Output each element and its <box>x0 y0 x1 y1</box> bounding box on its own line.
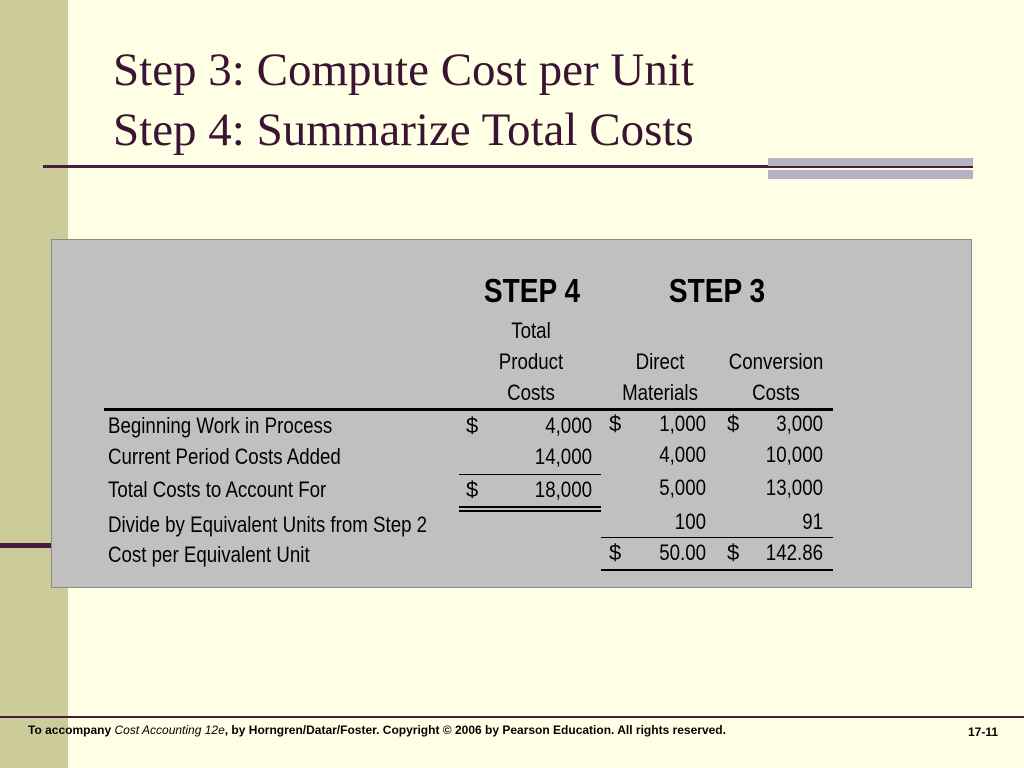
page-number: 17-11 <box>967 725 998 739</box>
slide-title <box>113 40 694 160</box>
dm-value: 50.00 <box>659 540 706 565</box>
book-title: Cost Accounting 12e <box>114 723 225 737</box>
title-line-2: Step 4: Summarize Total Costs <box>113 104 694 156</box>
dollar-sign: $ <box>727 540 740 565</box>
dollar-sign: $ <box>466 413 479 438</box>
dollar-sign: $ <box>609 540 622 565</box>
conv-value: 91 <box>802 509 823 534</box>
step3-heading: STEP 3 <box>668 272 766 309</box>
conv-value: 3,000 <box>776 411 823 436</box>
dollar-sign: $ <box>609 411 622 436</box>
dm-value: 1,000 <box>659 411 706 436</box>
corner-decoration-bar <box>768 170 973 179</box>
total-value: 14,000 <box>534 444 592 469</box>
step4-heading: STEP 4 <box>483 272 581 309</box>
header-rule <box>459 408 601 411</box>
subtotal-rule <box>459 474 601 475</box>
footer-copyright: To accompany Cost Accounting 12e, by Horngren/Datar/Foster. Copyright © 2006 by Pearson Education. All rights reserved. <box>28 723 726 737</box>
row-label: Beginning Work in Process <box>108 413 333 438</box>
dm-value: 5,000 <box>659 475 706 500</box>
total-value: 18,000 <box>534 477 592 502</box>
corner-decoration-bar <box>768 158 973 166</box>
footer-divider <box>0 716 1024 718</box>
division-rule <box>601 537 833 538</box>
total-double-rule <box>459 510 601 512</box>
dm-value: 100 <box>674 509 706 534</box>
title-line-1: Step 3: Compute Cost per Unit <box>113 44 694 96</box>
dm-value: 4,000 <box>659 442 706 467</box>
conv-value: 13,000 <box>765 475 823 500</box>
total-double-rule <box>459 506 601 508</box>
row-label: Current Period Costs Added <box>108 444 341 469</box>
bottom-rule <box>601 569 833 571</box>
row-label: Cost per Equivalent Unit <box>108 542 310 567</box>
header-rule <box>104 408 459 411</box>
cost-table <box>51 239 972 588</box>
dollar-sign: $ <box>466 477 479 502</box>
row-label: Divide by Equivalent Units from Step 2 <box>108 512 428 537</box>
total-value: 4,000 <box>545 413 592 438</box>
total-product-costs-header: Total Product Costs <box>498 318 564 405</box>
conv-value: 10,000 <box>765 442 823 467</box>
dollar-sign: $ <box>727 411 740 436</box>
conversion-costs-header: Conversion Costs <box>728 349 824 405</box>
conv-value: 142.86 <box>765 540 823 565</box>
row-label: Total Costs to Account For <box>108 477 327 502</box>
direct-materials-header: Direct Materials <box>622 349 698 405</box>
